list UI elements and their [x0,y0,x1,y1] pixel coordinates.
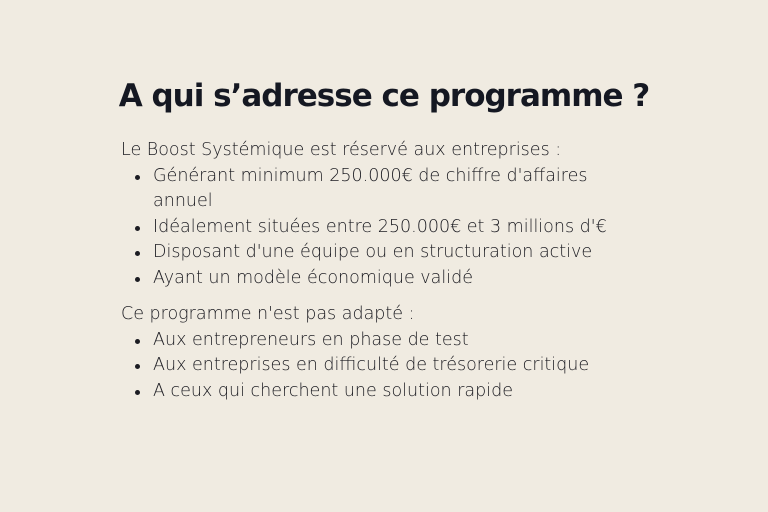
list-item: A ceux qui cherchent une solution rapide [153,379,651,405]
list-item: Aux entreprises en difficulté de trésorerie critique [153,353,651,379]
eligible-list [121,164,651,292]
list-item: Aux entrepreneurs en phase de test [153,328,651,354]
content-body [121,138,651,404]
not-suited-section [121,302,651,404]
list-item: Ayant un modèle économique validé [153,266,651,292]
list-item: Idéalement situées entre 250.000€ et 3 millions d'€ [153,215,651,241]
list-item: Disposant d'une équipe ou en structuration active [153,240,651,266]
page-title: A qui s’adresse ce programme ? [118,78,650,114]
eligible-section [121,138,651,291]
list-item: Générant minimum 250.000€ de chiffre d'affaires annuel [153,164,651,215]
not-suited-list [121,328,651,405]
eligible-intro: Le Boost Systémique est réservé aux entreprises : [121,140,562,160]
not-suited-intro: Ce programme n'est pas adapté : [121,304,415,324]
